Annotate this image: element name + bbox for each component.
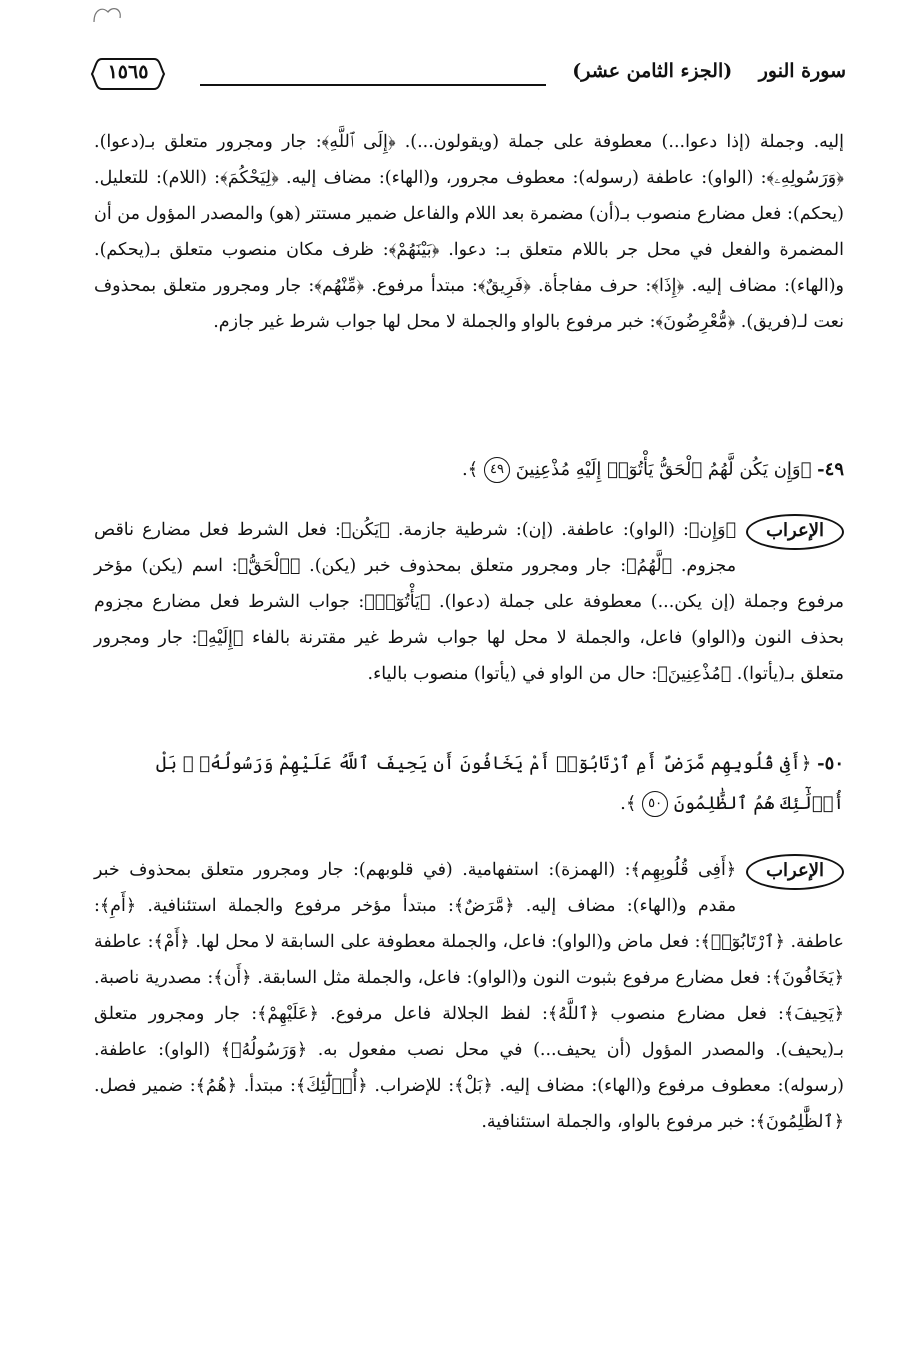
verse-49 [90,450,844,490]
header-title [572,60,846,82]
verse-49-marker: ٤٩ [484,457,510,483]
page-number: ١٥٦٥ [107,61,149,83]
verse-50 [90,744,844,824]
part-label: (الجزء الثامن عشر) [572,60,733,82]
verse-49-number: ٤٩- [817,459,844,480]
section-3-paragraph [94,852,844,1140]
section-2-text: ﴿وَإِن﴾: (الواو): عاطفة. (إن): شرطية جازمة. ﴿يَكُن﴾: فعل الشرط فعل مضارع ناقص مجزوم. ﴿لَّهُمُ﴾: جار ومجرور متعلق بمحذوف خبر (يكن). ﴿ٱلْحَقُّ﴾: اسم (يكن) مؤخر مرفوع وجملة (إن يكن...) معطوفة على جملة (دعوا). ﴿يَأْتُوٓا۟﴾: جواب الشرط فعل مضارع مجزوم بحذف النون و(الواو) فاعل، والجملة لا محل لها جواب شرط غير مقترنة بالفاء ﴿إِلَيْهِ﴾: جار ومجرور متعلق بـ(يأتوا). ﴿مُذْعِنِينَ﴾: حال من الواو في (يأتوا) منصوب بالياء. [94,520,844,684]
verse-50-marker: ٥٠ [642,791,668,817]
irab-badge-2: الإعراب [746,854,844,890]
header-rule [200,84,546,86]
corner-doodle [92,4,124,26]
surah-title: سورة النور [758,60,846,82]
section-2-paragraph [94,512,844,692]
irab-badge: الإعراب [746,514,844,550]
verse-50-number: ٥٠- [817,753,844,774]
verse-50-close: ﴾. [620,793,637,814]
section-3-text: ﴿أَفِى قُلُوبِهِم﴾: (الهمزة): استفهامية. (في قلوبهم): جار ومجرور متعلق بمحذوف خبر مقدم و(الهاء): مضاف إليه. ﴿مَّرَضٌ﴾: مبتدأ مؤخر مرفوع والجملة استئنافية. ﴿أَمِ﴾: عاطفة. ﴿ٱرْتَابُوٓا۟﴾: فعل ماض و(الواو): فاعل، والجملة معطوفة على السابقة لا محل لها. ﴿أَمْ﴾: عاطفة ﴿يَخَافُونَ﴾: فعل مضارع مرفوع بثبوت النون و(الواو): فاعل، والجملة مثل السابقة. ﴿أَن﴾: مصدرية ناصبة. ﴿يَحِيفَ﴾: فعل مضارع منصوب ﴿ٱللَّهُ﴾: لفظ الجلالة فاعل مرفوع. ﴿عَلَيْهِمْ﴾: جار ومجرور متعلق بـ(يحيف). والمصدر المؤول (أن يحيف...) في محل نصب مفعول به. ﴿وَرَسُولُهُۥ﴾ (الواو): عاطفة. (رسوله): معطوف مرفوع و(الهاء): مضاف إليه. ﴿بَلْ﴾: للإضراب. ﴿أُو۟لَٰٓئِكَ﴾: مبتدأ. ﴿هُمُ﴾: ضمير فصل. ﴿ٱلظَّٰلِمُونَ﴾: خبر مرفوع بالواو، والجملة استئنافية. [94,860,844,1132]
section-1-paragraph: إليه. وجملة (إذا دعوا...) معطوفة على جملة (ويقولون...). ﴿إِلَى ٱللَّهِ﴾: جار ومجرور متعلق بـ(دعوا). ﴿وَرَسُولِهِۦ﴾: (الواو): عاطفة (رسوله): معطوف مجرور، و(الهاء): مضاف إليه. ﴿لِيَحْكُمَ﴾: (اللام): للتعليل. (يحكم): فعل مضارع منصوب بـ(أن) مضمرة بعد اللام والفاعل ضمير مستتر (هو) والمصدر المؤول من أن المضمرة والفعل في محل جر باللام متعلق بـ: دعوا. ﴿بَيْنَهُمْ﴾: ظرف مكان منصوب متعلق بـ(يحكم). و(الهاء): مضاف إليه. ﴿إِذَا﴾: حرف مفاجأة. ﴿فَرِيقٌ﴾: مبتدأ مرفوع. ﴿مِّنْهُم﴾: جار ومجرور متعلق بمحذوف نعت لـ(فريق). ﴿مُّعْرِضُونَ﴾: خبر مرفوع بالواو والجملة لا محل لها جواب شرط غير جازم. [94,132,844,332]
page-number-frame [88,56,168,92]
verse-49-close: ﴾. [461,459,479,480]
verse-49-text: ﴿وَإِن يَكُن لَّهُمُ ٱلْحَقُّ يَأْتُوٓا۟ إِلَيْهِ مُذْعِنِينَ [515,459,812,480]
verse-50-text: ﴿أَفِى قُلُوبِهِم مَّرَضٌ أَمِ ٱرْتَابُوٓا۟ أَمْ يَخَافُونَ أَن يَحِيفَ ٱللَّهُ عَلَيْهِمْ وَرَسُولُهُۥ ۚ بَلْ أُو۟لَٰٓئِكَ هُمُ ٱلظَّٰلِمُونَ [155,753,844,814]
page-header [88,56,846,98]
